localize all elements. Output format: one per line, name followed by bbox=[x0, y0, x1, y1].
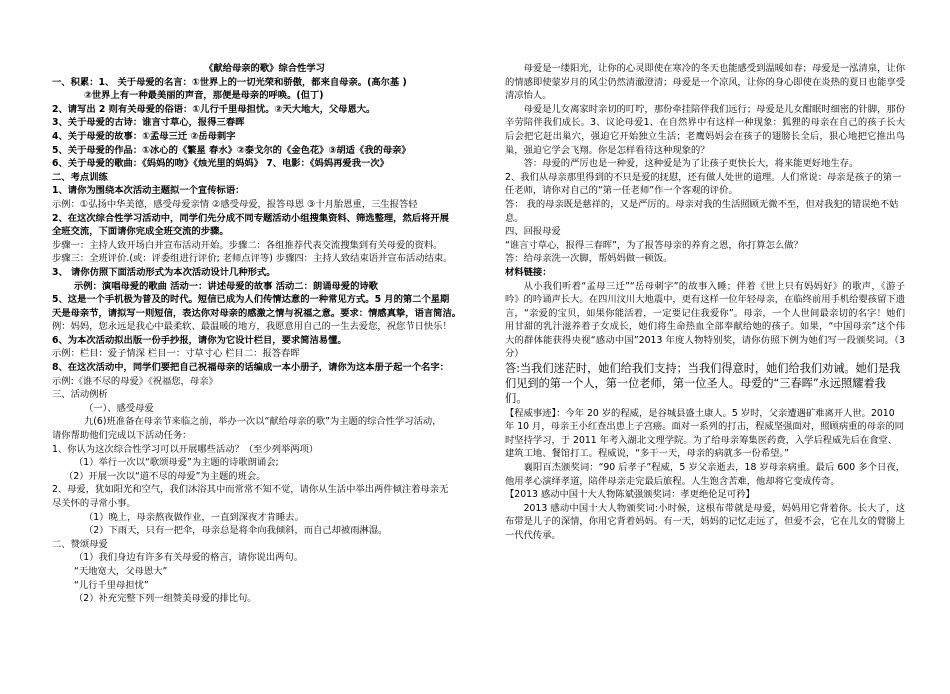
saying-1: “天地宽大，父母恩大” bbox=[74, 565, 168, 577]
section-repay: 四、回报母爱 bbox=[505, 226, 561, 238]
question-booklet: 8、在这次活动中，同学们要把自己祝福母亲的话编成一本小册子，请你为这本册子起一个名字： bbox=[52, 362, 449, 374]
proverbs: 2、请写出 2 则有关母爱的俗语：①儿行千里母担忧。②天大地大，父母恩大。 bbox=[52, 103, 376, 115]
parallel-and-discussion: 母爱是儿女离家时亲切的叮咛，那份牵挂陪伴我们远行；母爱是儿女酣眠时细密的针脚，那份辛劳陪伴我们成长。3、议论母爱1、在自然界中有这样一种现象：狐狸的母亲在自己的孩子长大后会把它赶出巢穴，强迫它开始独立生活；老鹰妈妈会在孩子的翅膀长全后，狠心地把它推出鸟巢，强迫它学会飞翔。你是怎样看待这种现象的？ bbox=[505, 103, 905, 156]
chen-binqiang-heading: 【2013 感动中国十大人物陈斌强颁奖词：孝更绝伦足可矜】 bbox=[505, 489, 755, 501]
question-small-things: 2、母爱，犹如阳光和空气，我们沐浴其中而常常不知不觉，请你从生活中举出两件倾注着母亲无 bbox=[52, 484, 449, 496]
question-first-teacher: 2、我们从母亲那里得到的不只是爱的抚慰，还有做人处世的道理。人们常说：母亲是孩子的第一任老师，请你对自己的“第一任老师”作一个客观的评价。 bbox=[505, 171, 902, 197]
ancient-poem: 3、关于母爱的古诗：谁言寸草心，报得三春晖 bbox=[52, 117, 245, 129]
works: 5、关于母爱的作品：①冰心的《繁星 春水》②泰戈尔的《金色花》③胡适《我的母亲》 bbox=[52, 144, 411, 156]
question-sms-2: 天是母亲节，请拟写一则短信，表达你对母亲的感激之情与祝福之意。要求：情感真挚，语言简洁。 bbox=[52, 307, 462, 319]
question-small-things-2: 尽关怀的寻常小事。 bbox=[52, 498, 136, 509]
award-speech-answer: 答:当我们迷茫时，她们给我们支持；当我们得意时，她们给我们劝诫。她们是我们见到的第一个人，第一位老师，第一位圣人。母爱的“三春晖”永远照耀着我们。 bbox=[505, 362, 901, 406]
question-sms: 5、这是一个手机极为普及的时代。短信已成为人们传情达意的一种常见方式。5 月的第二个星期 bbox=[52, 294, 450, 306]
answer-repay: 答：给母亲洗一次脚，帮妈妈做一顿饭。 bbox=[505, 253, 673, 265]
section-praise: 二、赞颂母爱 bbox=[52, 538, 108, 550]
section-heading: 二、考点训练 bbox=[52, 171, 108, 183]
small-thing-2: （2）下雨天，只有一把伞，母亲总是将伞向我倾斜，而自己却被雨淋湿。 bbox=[84, 525, 388, 537]
answer-fox-eagle: 答：母爱的严厉也是一种爱，这种爱是为了让孩子更快长大，将来能更好地生存。 bbox=[523, 158, 859, 170]
question-sayings: （1）我们身边有许多有关母爱的格言，请你说出两句。 bbox=[74, 552, 304, 564]
stories: 4、关于母爱的故事：①孟母三迁 ②岳母刺字 bbox=[52, 130, 236, 142]
sms-example: 例：妈妈，您永远是我心中最柔软、最温暖的地方，我愿意用自己的一生去爱您，祝您节日快乐！ bbox=[52, 321, 452, 333]
material-paragraph: 从小我们听着“孟母三迁”“岳母刺字”的故事入睡；伴着《世上只有妈妈好》的歌声，《游子吟》的吟诵声长大。在四川汶川大地震中，更有这样一位年轻母亲，在临终前用手机给婴孩留下遗言，“亲爱的宝贝，如果你能活着，一定要记住我爱你”。母亲，一个人世间最亲切的名字！她们用甘甜的乳汁滋养着子女成长，她们将生命热血全部奉献给她的孩子。如果，“中国母亲”这个伟大的群体能获得央视“感动中国”2013 年度人物特别奖，请你仿照下例为她们写一段颁奖词。（3 分） bbox=[505, 280, 905, 360]
material-link-heading: 材料链接： bbox=[505, 266, 552, 278]
question-repay: “谁言寸草心，报得三春晖”，为了报答母亲的养育之恩，你打算怎么做？ bbox=[505, 239, 803, 251]
question-newspaper: 6、为本次活动拟出版一份手抄报，请你为它设计栏目，要求简洁易懂。 bbox=[52, 334, 347, 346]
songs-films: 6、关于母爱的歌曲：《妈妈的吻》《烛光里的妈妈》 7、电影：《妈妈再爱我一次》 bbox=[52, 158, 389, 170]
activity-2: （2）开展一次以“道不尽的母爱”为主题的班会。 bbox=[64, 470, 266, 482]
question-forms: 3、 请你仿照下面活动形式为本次活动设计几种形式。 bbox=[52, 266, 276, 278]
section-heading-3: 三、活动例析 bbox=[52, 389, 108, 401]
xiangyang-award: 襄阳百杰颁奖词：“90 后孝子”程威，5 岁父亲逝去，18 岁母亲病重。最后 600 多个日夜，他用孝心演绎孝道，陪伴母亲走完最后旅程。人生饱含苦难，他却将它变成传奇。 bbox=[505, 462, 905, 487]
accumulate-quotes: 一、积累：1、 关于母爱的名言：①世界上的一切光荣和骄傲，都来自母亲。(高尔基 ) bbox=[52, 76, 407, 88]
small-thing-1: （1）晚上，母亲熬夜做作业，一直到深夜才肯睡去。 bbox=[84, 511, 304, 523]
steps-3-4: 步骤三：全班评价.(或：评委组进行评价; 老师点评等) 步骤四：主持人致结束语并宣布活动结束。 bbox=[52, 253, 453, 265]
left-column bbox=[52, 62, 477, 606]
question-steps: 2、在这次综合性学习活动中，同学们先分成不同专题活动小组搜集资料、筛选整理，然后将开展 bbox=[52, 212, 449, 224]
subheading-feel: （一）、感受母爱 bbox=[84, 402, 154, 414]
answer-first-teacher: 答： 我的母亲既是慈祥的，又是严厉的。母亲对我的生活照顾无微不至，但对我犯的错误绝不姑息。 bbox=[505, 198, 899, 224]
slogan-example: 示例：①弘扬中华美德，感受母爱亲情 ②感受母爱，报答母恩 ③十月胎恩重，三生报答轻 bbox=[52, 198, 418, 210]
doc-title: 《献给母亲的歌》综合性学习 bbox=[204, 63, 325, 74]
right-column bbox=[505, 62, 905, 543]
question-parallel: （2）补充完整下列一组赞美母爱的排比句。 bbox=[74, 593, 257, 605]
activity-1: （1）举行一次以“歌颂母爱”为主题的诗歌朗诵会; bbox=[74, 457, 279, 469]
steps-1-2: 步骤一：主持人致开场白并宣布活动开始。步骤二：各组推荐代表交流搜集到有关母爱的资料。 bbox=[52, 239, 443, 251]
intro-paragraph-2: 请你帮助他们完成以下活动任务： bbox=[52, 430, 192, 442]
chen-binqiang-award: 2013 感动中国十大人物颁奖词:小时候，这根布带就是母爱，妈妈用它背着你。长大了，这布带是儿子的深情，你用它背着妈妈。有一天，妈妈的记忆走远了，但爱不会，它在儿女的臂膀上一代代传承。 bbox=[505, 502, 905, 542]
question-steps-2: 全班交流，下面请你完成全班交流的步骤。 bbox=[52, 226, 229, 238]
parallel-sentences: 母爱是一缕阳光，让你的心灵即使在寒冷的冬天也能感受到温暖如春；母爱是一泓清泉，让你的情感即使蒙岁月的风尘仍然清澈澄清；母爱是一个凉风，让你的身心即使在炎热的夏日也能享受清凉怡人。 bbox=[505, 63, 905, 102]
intro-paragraph: 九(6)班准备在母亲节来临之前，举办一次以“献给母亲的歌”为主题的综合性学习活动， bbox=[84, 416, 442, 428]
question-slogan: 1、请你为围绕本次活动主题拟一个宣传标语： bbox=[52, 185, 245, 197]
saying-2: “儿行千里母担忧” bbox=[74, 579, 149, 591]
forms-example: 示例：演唱母爱的歌曲 活动一：讲述母爱的故事 活动二：朗诵母爱的诗歌 bbox=[74, 280, 378, 292]
cheng-wei-story: 【程威事迹】：今年 20 岁的程威，是谷城县盛土康人。5 岁时，父亲遭遇矿难离开人世。2010 年 10 月，母亲王小红查出患上子宫癌。面对一系列的打击，程威坚强面对，照顾病重的母亲的同时坚持学习，于 2011 年考入湖北文理学院。为了给母亲筹集医药费，入学后程威先后在食堂、建筑工地、餐馆打工。程威说，“多干一天，母亲的病就多一份希望。” bbox=[505, 407, 904, 460]
question-activities: 1、你认为这次综合性学习可以开展哪些活动？（至少列举两项） bbox=[52, 443, 319, 455]
accumulate-quotes-2: ②世界上有一种最美丽的声音，那便是母亲的呼唤。(但丁) bbox=[84, 90, 324, 102]
newspaper-example: 示例：栏目：爱子情深 栏目一：寸草寸心 栏目二：报答春晖 bbox=[52, 348, 300, 360]
booklet-example: 示例:《谁不尽的母爱》《祝福您，母亲》 bbox=[52, 375, 218, 387]
